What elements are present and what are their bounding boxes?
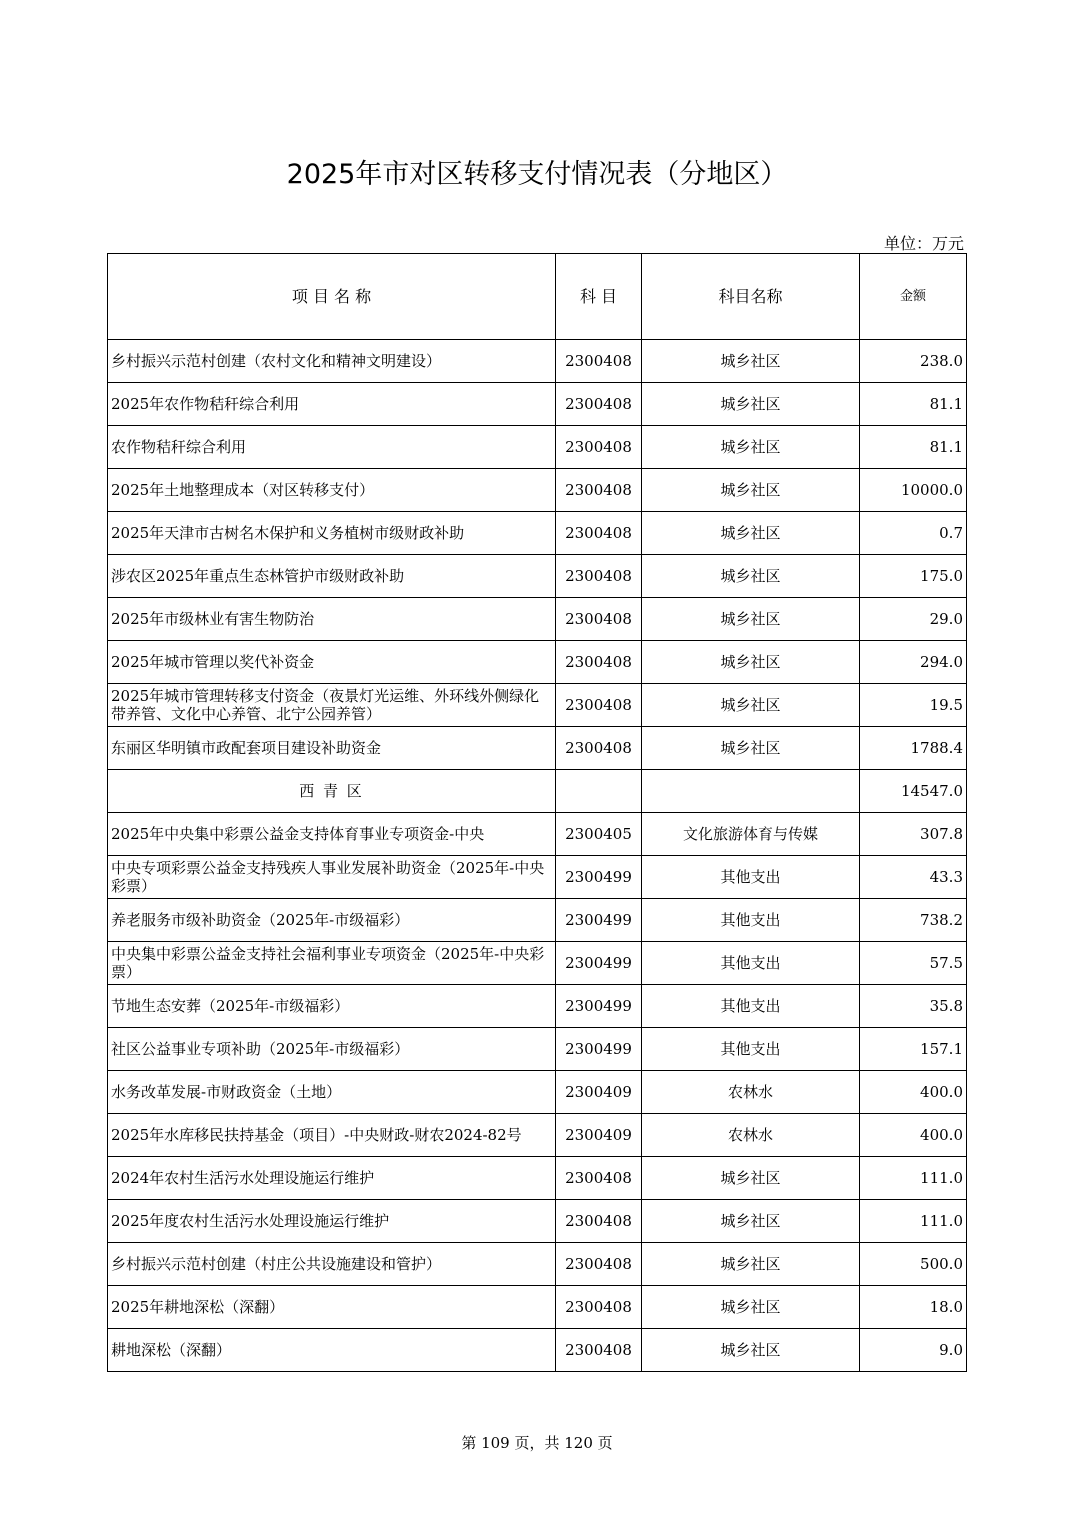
subject-name-cell: 其他支出 <box>642 1028 860 1071</box>
subject-code-cell: 2300408 <box>556 1329 642 1372</box>
subject-name-cell <box>642 770 860 813</box>
table-header-row <box>108 254 967 340</box>
project-name-cell: 2025年水库移民扶持基金（项目）-中央财政-财农2024-82号 <box>108 1114 556 1157</box>
subject-name-cell: 城乡社区 <box>642 1329 860 1372</box>
subject-code-cell: 2300408 <box>556 1243 642 1286</box>
project-name-cell: 2025年中央集中彩票公益金支持体育事业专项资金-中央 <box>108 813 556 856</box>
subject-name-cell: 城乡社区 <box>642 512 860 555</box>
project-name-cell: 耕地深松（深翻） <box>108 1329 556 1372</box>
subject-name-cell: 城乡社区 <box>642 598 860 641</box>
project-name-cell: 2025年农作物秸秆综合利用 <box>108 383 556 426</box>
subject-code-cell: 2300499 <box>556 899 642 942</box>
table-row <box>108 899 967 942</box>
region-row <box>108 770 967 813</box>
project-name-cell: 涉农区2025年重点生态林管护市级财政补助 <box>108 555 556 598</box>
subject-code-cell: 2300408 <box>556 1286 642 1329</box>
amount-cell: 19.5 <box>860 684 967 727</box>
project-name-cell: 东丽区华明镇市政配套项目建设补助资金 <box>108 727 556 770</box>
project-name-cell: 中央集中彩票公益金支持社会福利事业专项资金（2025年-中央彩票） <box>108 942 556 985</box>
subject-code-cell: 2300408 <box>556 684 642 727</box>
subject-name-cell: 文化旅游体育与传媒 <box>642 813 860 856</box>
subject-code-cell: 2300409 <box>556 1114 642 1157</box>
subject-code-cell: 2300408 <box>556 727 642 770</box>
subject-name-cell: 城乡社区 <box>642 684 860 727</box>
subject-name-cell: 城乡社区 <box>642 426 860 469</box>
subject-code-cell: 2300408 <box>556 340 642 383</box>
project-name-cell: 水务改革发展-市财政资金（土地） <box>108 1071 556 1114</box>
header-code: 科 目 <box>556 254 642 340</box>
amount-cell: 157.1 <box>860 1028 967 1071</box>
table-row <box>108 1200 967 1243</box>
subject-code-cell: 2300408 <box>556 641 642 684</box>
table-row <box>108 469 967 512</box>
subject-name-cell: 城乡社区 <box>642 1243 860 1286</box>
amount-cell: 9.0 <box>860 1329 967 1372</box>
subject-name-cell: 农林水 <box>642 1071 860 1114</box>
amount-cell: 35.8 <box>860 985 967 1028</box>
table-row <box>108 1071 967 1114</box>
project-name-cell: 2025年天津市古树名木保护和义务植树市级财政补助 <box>108 512 556 555</box>
project-name-cell: 养老服务市级补助资金（2025年-市级福彩） <box>108 899 556 942</box>
table-row <box>108 1286 967 1329</box>
table-row <box>108 1157 967 1200</box>
amount-cell: 10000.0 <box>860 469 967 512</box>
project-name-cell: 2024年农村生活污水处理设施运行维护 <box>108 1157 556 1200</box>
project-name-cell: 西 青 区 <box>108 770 556 813</box>
subject-code-cell: 2300408 <box>556 469 642 512</box>
header-name: 项 目 名 称 <box>108 254 556 340</box>
subject-code-cell <box>556 770 642 813</box>
amount-cell: 111.0 <box>860 1157 967 1200</box>
subject-name-cell: 城乡社区 <box>642 1200 860 1243</box>
amount-cell: 57.5 <box>860 942 967 985</box>
table-row <box>108 383 967 426</box>
subject-code-cell: 2300408 <box>556 555 642 598</box>
subject-name-cell: 其他支出 <box>642 985 860 1028</box>
subject-name-cell: 农林水 <box>642 1114 860 1157</box>
table-row <box>108 684 967 727</box>
subject-code-cell: 2300408 <box>556 383 642 426</box>
amount-cell: 29.0 <box>860 598 967 641</box>
subject-name-cell: 城乡社区 <box>642 727 860 770</box>
table-row <box>108 426 967 469</box>
table-row <box>108 942 967 985</box>
subject-name-cell: 其他支出 <box>642 942 860 985</box>
subject-code-cell: 2300408 <box>556 1157 642 1200</box>
subject-code-cell: 2300408 <box>556 598 642 641</box>
table-row <box>108 641 967 684</box>
header-subject: 科目名称 <box>642 254 860 340</box>
project-name-cell: 乡村振兴示范村创建（村庄公共设施建设和管护） <box>108 1243 556 1286</box>
amount-cell: 175.0 <box>860 555 967 598</box>
subject-code-cell: 2300409 <box>556 1071 642 1114</box>
amount-cell: 238.0 <box>860 340 967 383</box>
subject-code-cell: 2300499 <box>556 856 642 899</box>
page-footer: 第 109 页，共 120 页 <box>461 1434 613 1452</box>
project-name-cell: 2025年市级林业有害生物防治 <box>108 598 556 641</box>
project-name-cell: 乡村振兴示范村创建（农村文化和精神文明建设） <box>108 340 556 383</box>
project-name-cell: 中央专项彩票公益金支持残疾人事业发展补助资金（2025年-中央彩票） <box>108 856 556 899</box>
table-row <box>108 727 967 770</box>
table-row <box>108 598 967 641</box>
subject-name-cell: 城乡社区 <box>642 1157 860 1200</box>
project-name-cell: 2025年度农村生活污水处理设施运行维护 <box>108 1200 556 1243</box>
subject-code-cell: 2300499 <box>556 985 642 1028</box>
subject-code-cell: 2300408 <box>556 512 642 555</box>
amount-cell: 500.0 <box>860 1243 967 1286</box>
header-amount: 金额 <box>860 254 967 340</box>
project-name-cell: 社区公益事业专项补助（2025年-市级福彩） <box>108 1028 556 1071</box>
amount-cell: 18.0 <box>860 1286 967 1329</box>
table-row <box>108 1243 967 1286</box>
table-row <box>108 512 967 555</box>
subject-code-cell: 2300408 <box>556 1200 642 1243</box>
project-name-cell: 2025年耕地深松（深翻） <box>108 1286 556 1329</box>
amount-cell: 400.0 <box>860 1114 967 1157</box>
amount-cell: 0.7 <box>860 512 967 555</box>
table-row <box>108 555 967 598</box>
subject-code-cell: 2300408 <box>556 426 642 469</box>
amount-cell: 111.0 <box>860 1200 967 1243</box>
amount-cell: 307.8 <box>860 813 967 856</box>
table-row <box>108 1329 967 1372</box>
amount-cell: 81.1 <box>860 383 967 426</box>
amount-cell: 294.0 <box>860 641 967 684</box>
amount-cell: 738.2 <box>860 899 967 942</box>
unit-label: 单位：万元 <box>883 234 964 253</box>
transfer-table <box>107 253 967 1372</box>
amount-cell: 81.1 <box>860 426 967 469</box>
subject-code-cell: 2300405 <box>556 813 642 856</box>
page-title: 2025年市对区转移支付情况表（分地区） <box>286 159 788 190</box>
table-row <box>108 813 967 856</box>
amount-cell: 43.3 <box>860 856 967 899</box>
subject-name-cell: 城乡社区 <box>642 555 860 598</box>
subject-name-cell: 城乡社区 <box>642 383 860 426</box>
project-name-cell: 节地生态安葬（2025年-市级福彩） <box>108 985 556 1028</box>
table-body <box>108 254 967 1372</box>
subject-name-cell: 城乡社区 <box>642 1286 860 1329</box>
subject-name-cell: 其他支出 <box>642 899 860 942</box>
subject-name-cell: 城乡社区 <box>642 340 860 383</box>
table-row <box>108 856 967 899</box>
amount-cell: 400.0 <box>860 1071 967 1114</box>
table-row <box>108 1028 967 1071</box>
subject-code-cell: 2300499 <box>556 1028 642 1071</box>
subject-code-cell: 2300499 <box>556 942 642 985</box>
project-name-cell: 农作物秸秆综合利用 <box>108 426 556 469</box>
amount-cell: 14547.0 <box>860 770 967 813</box>
subject-name-cell: 城乡社区 <box>642 469 860 512</box>
table-row <box>108 985 967 1028</box>
subject-name-cell: 城乡社区 <box>642 641 860 684</box>
amount-cell: 1788.4 <box>860 727 967 770</box>
project-name-cell: 2025年城市管理以奖代补资金 <box>108 641 556 684</box>
table-row <box>108 340 967 383</box>
project-name-cell: 2025年城市管理转移支付资金（夜景灯光运维、外环线外侧绿化带养管、文化中心养管、北宁公园养管） <box>108 684 556 727</box>
subject-name-cell: 其他支出 <box>642 856 860 899</box>
project-name-cell: 2025年土地整理成本（对区转移支付） <box>108 469 556 512</box>
table-row <box>108 1114 967 1157</box>
